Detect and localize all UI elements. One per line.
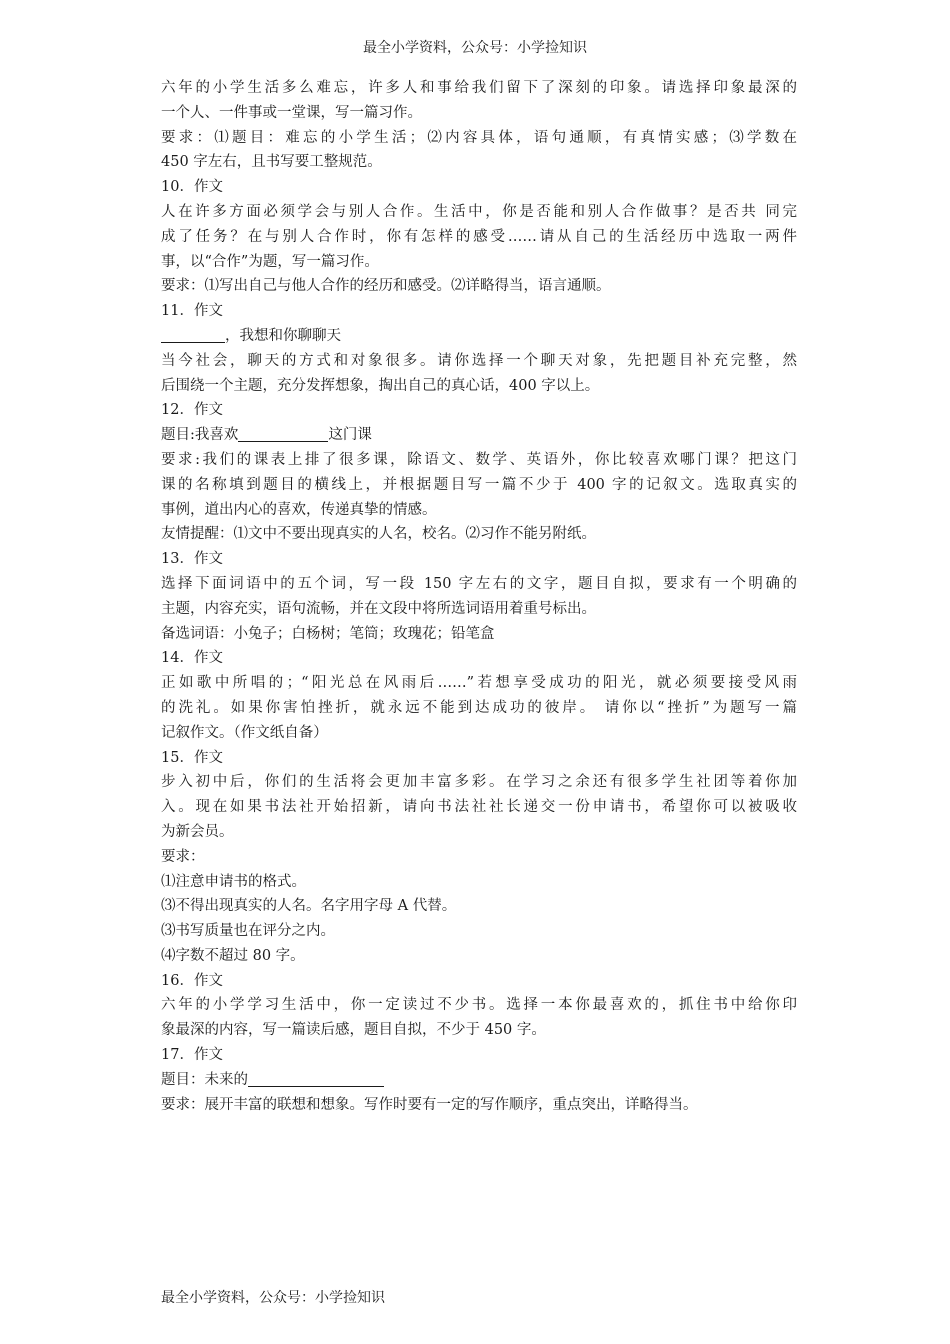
paragraph-line: 一个人、一件事或一堂课，写一篇习作。	[161, 104, 422, 121]
page-footer: 最全小学资料，公众号：小学捡知识	[161, 1290, 385, 1306]
section-heading-13: 13．作文	[161, 551, 223, 568]
title-text-after: 这门课	[328, 427, 372, 444]
fill-in-blank	[238, 425, 328, 442]
paragraph-line: 要求：⑴题目：难忘的小学生活；⑵内容具体，语句通顺，有真情实感；⑶学数在	[161, 129, 797, 146]
list-item: ⑷字数不超过 80 字。	[161, 947, 305, 964]
title-line-11	[161, 324, 797, 349]
fill-in-blank	[248, 1070, 384, 1087]
title-line-17	[161, 1068, 797, 1093]
paragraph-line: 记叙作文。（作文纸自备）	[161, 724, 328, 741]
paragraph-line: 主题，内容充实，语句流畅，并在文段中将所选词语用着重号标出。	[161, 600, 596, 617]
title-text-before: 题目:我喜欢	[161, 427, 239, 444]
paragraph-line: 后围绕一个主题，充分发挥想象，掏出自己的真心话，400 字以上。	[161, 377, 600, 394]
document-body	[161, 76, 797, 1117]
list-item: ⑶不得出现真实的人名。名字用字母 A 代替。	[161, 898, 457, 915]
fill-in-blank	[161, 326, 225, 343]
title-text: ，我想和你聊聊天	[225, 327, 341, 344]
title-text: 题目：未来的	[161, 1071, 248, 1088]
paragraph-line: 象最深的内容，写一篇读后感，题目自拟，不少于 450 字。	[161, 1022, 546, 1039]
paragraph-line: 为新会员。	[161, 823, 234, 840]
paragraph-line: 人在许多方面必须学会与别人合作。生活中，你是否能和别人合作做事？是否共 同完	[161, 203, 797, 220]
paragraph-line: 要求：	[161, 848, 205, 865]
paragraph-line: 事例，道出内心的喜欢，传递真挚的情感。	[161, 501, 437, 518]
section-heading-17: 17．作文	[161, 1047, 223, 1064]
section-heading-10: 10．作文	[161, 179, 223, 196]
paragraph-line: 六年的小学生活多么难忘，许多人和事给我们留下了深刻的印象。请选择印象最深的	[161, 80, 797, 96]
paragraph-line: 选择下面词语中的五个词，写一段 150 字左右的文字，题目自拟，要求有一个明确的	[161, 575, 797, 592]
paragraph-line: 事，以“合作”为题，写一篇习作。	[161, 253, 379, 270]
paragraph-line: 步入初中后，你们的生活将会更加丰富多彩。在学习之余还有很多学生社团等着你加	[161, 774, 797, 791]
section-heading-14: 14．作文	[161, 650, 223, 667]
paragraph-line: 成了任务？在与别人合作时，你有怎样的感受……请从自己的生活经历中选取一两件	[161, 228, 797, 245]
paragraph-line: 要求：展开丰富的联想和想象。写作时要有一定的写作顺序，重点突出，详略得当。	[161, 1096, 698, 1113]
list-item: ⑴注意申请书的格式。	[161, 873, 306, 890]
section-heading-11: 11．作文	[161, 303, 223, 320]
section-heading-15: 15．作文	[161, 749, 223, 766]
section-heading-12: 12．作文	[161, 402, 223, 419]
paragraph-line: 备选词语：小兔子；白杨树；笔筒；玫瑰花；铅笔盒	[161, 625, 495, 642]
paragraph-line: 的洗礼。如果你害怕挫折，就永远不能到达成功的彼岸。 请你以“挫折”为题写一篇	[161, 699, 797, 716]
paragraph-line: 六年的小学学习生活中，你一定读过不少书。选择一本你最喜欢的，抓住书中给你印	[161, 997, 797, 1014]
section-heading-16: 16．作文	[161, 972, 223, 989]
paragraph-line: 要求:我们的课表上排了很多课，除语文、数学、英语外，你比较喜欢哪门课？把这门	[161, 451, 797, 468]
paragraph-line: 课的名称填到题目的横线上，并根据题目写一篇不少于 400 字的记叙文。选取真实的	[161, 476, 797, 493]
page-header: 最全小学资料，公众号：小学捡知识	[363, 40, 587, 56]
list-item: ⑶书写质量也在评分之内。	[161, 923, 335, 940]
paragraph-line: 当今社会，聊天的方式和对象很多。请你选择一个聊天对象，先把题目补充完整，然	[161, 352, 797, 369]
paragraph-line: 要求：⑴写出自己与他人合作的经历和感受。⑵详略得当，语言通顺。	[161, 278, 611, 295]
title-line-12	[161, 423, 797, 448]
paragraph-line: 友情提醒：⑴文中不要出现真实的人名，校名。⑵习作不能另附纸。	[161, 526, 596, 543]
paragraph-line: 入。现在如果书法社开始招新，请向书法社社长递交一份申请书，希望你可以被吸收	[161, 799, 797, 816]
paragraph-line: 正如歌中所唱的；“阳光总在风雨后……”若想享受成功的阳光，就必须要接受风雨	[161, 675, 797, 692]
paragraph-line: 450 字左右，且书写要工整规范。	[161, 154, 382, 171]
